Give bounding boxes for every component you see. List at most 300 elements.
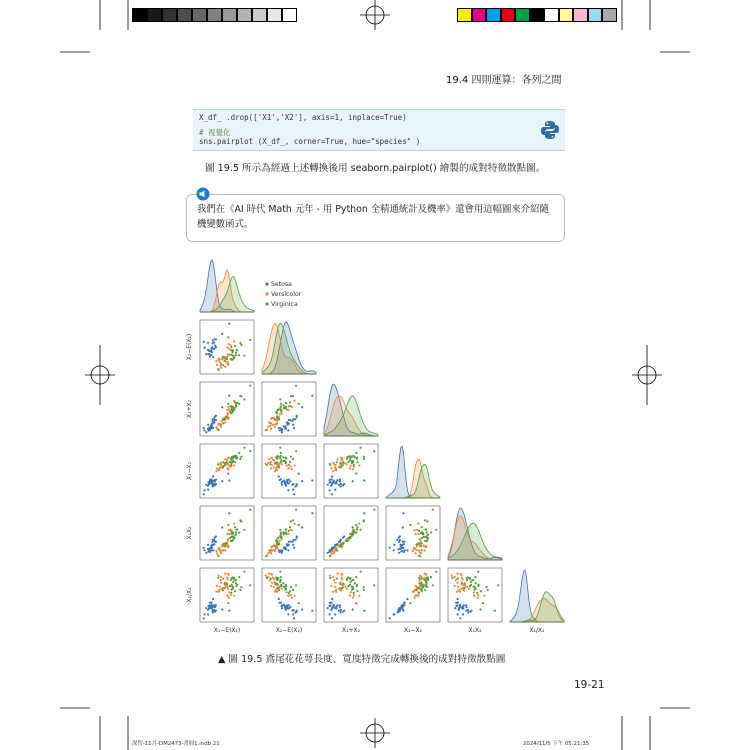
scatter-point — [458, 590, 460, 592]
scatter-point — [466, 577, 468, 579]
scatter-point — [337, 573, 339, 575]
scatter-point — [227, 336, 229, 338]
scatter-point — [288, 544, 290, 546]
scatter-point — [292, 489, 294, 491]
scatter-point — [426, 586, 428, 588]
scatter-point — [414, 529, 416, 531]
scatter-point — [238, 452, 240, 454]
scatter-point — [214, 537, 216, 539]
scatter-point — [355, 524, 357, 526]
scatter-point — [270, 422, 272, 424]
scatter-point — [403, 604, 405, 606]
scatter-point — [354, 582, 356, 584]
scatter-point — [280, 403, 282, 405]
scatter-point — [459, 617, 461, 619]
scatter-point — [399, 539, 401, 541]
scatter-point — [413, 548, 415, 550]
scatter-point — [227, 538, 229, 540]
scatter-point — [294, 400, 296, 402]
scatter-point — [289, 461, 291, 463]
scatter-point — [351, 589, 353, 591]
scatter-point — [234, 345, 236, 347]
scatter-point — [415, 585, 417, 587]
scatter-point — [335, 544, 337, 546]
scatter-point — [274, 545, 276, 547]
scatter-point — [417, 533, 419, 535]
scatter-point — [233, 409, 235, 411]
scatter-point — [363, 610, 365, 612]
code-line-drop: X_df_ .drop(['X1','X2'], axis=1, inplace=True) — [199, 113, 407, 122]
scatter-point — [289, 401, 291, 403]
scatter-point — [280, 585, 282, 587]
scatter-point — [419, 545, 421, 547]
scatter-point — [289, 540, 291, 542]
scatter-point — [286, 465, 288, 467]
scatter-point — [360, 529, 362, 531]
scatter-point — [278, 543, 280, 545]
scatter-point — [352, 608, 354, 610]
scatter-point — [352, 455, 354, 457]
scatter-point — [422, 533, 424, 535]
scatter-point — [278, 466, 280, 468]
scatter-point — [292, 519, 294, 521]
scatter-point — [281, 588, 283, 590]
scatter-point — [222, 589, 224, 591]
scatter-point — [356, 590, 358, 592]
scatter-point — [214, 338, 216, 340]
scatter-point — [294, 595, 296, 597]
scatter-point — [280, 537, 282, 539]
scatter-point — [235, 534, 237, 536]
scatter-point — [341, 587, 343, 589]
scatter-point — [477, 584, 479, 586]
scatter-point — [230, 462, 232, 464]
scatter-point — [227, 602, 229, 604]
scatter-point — [329, 464, 331, 466]
scatter-point — [340, 483, 342, 485]
scatter-point — [355, 576, 357, 578]
scatter-point — [352, 526, 354, 528]
scatter-point — [455, 579, 457, 581]
scatter-point — [230, 464, 232, 466]
scatter-point — [226, 361, 228, 363]
scatter-point — [281, 484, 283, 486]
scatter-point — [209, 479, 211, 481]
scatter-point — [212, 485, 214, 487]
scatter-point — [298, 403, 300, 405]
scatter-point — [480, 590, 482, 592]
scatter-point — [212, 539, 214, 541]
scatter-point — [298, 473, 300, 475]
scatter-point — [421, 526, 423, 528]
scatter-point — [346, 463, 348, 465]
scatter-point — [334, 489, 336, 491]
scatter-point — [278, 418, 280, 420]
scatter-point — [358, 464, 360, 466]
scatter-point — [213, 421, 215, 423]
scatter-point — [341, 578, 343, 580]
scatter-point — [435, 571, 437, 573]
scatter-point — [340, 466, 342, 468]
scatter-point — [228, 323, 230, 325]
scatter-point — [292, 395, 294, 397]
scatter-point — [226, 346, 228, 348]
scatter-point — [356, 584, 358, 586]
scatter-point — [274, 550, 276, 552]
scatter-point — [235, 579, 237, 581]
scatter-point — [393, 613, 395, 615]
scatter-point — [284, 548, 286, 550]
scatter-point — [220, 363, 222, 365]
scatter-point — [291, 597, 293, 599]
scatter-point — [352, 597, 354, 599]
scatter-point — [280, 576, 282, 578]
scatter-point — [227, 588, 229, 590]
scatter-point — [456, 573, 458, 575]
scatter-point — [229, 537, 231, 539]
scatter-point — [218, 574, 220, 576]
scatter-point — [351, 586, 353, 588]
scatter-point — [235, 531, 237, 533]
scatter-point — [207, 544, 209, 546]
scatter-point — [228, 406, 230, 408]
scatter-point — [212, 339, 214, 341]
scatter-point — [285, 532, 287, 534]
scatter-point — [327, 484, 329, 486]
scatter-point — [329, 489, 331, 491]
legend-marker — [265, 292, 268, 295]
legend-marker — [265, 302, 268, 305]
scatter-point — [293, 493, 295, 495]
scatter-point — [330, 552, 332, 554]
scatter-point — [350, 465, 352, 467]
scatter-point — [205, 484, 207, 486]
scatter-point — [230, 592, 232, 594]
scatter-point — [412, 550, 414, 552]
scatter-point — [463, 583, 465, 585]
scatter-point — [213, 341, 215, 343]
scatter-point — [311, 395, 313, 397]
scatter-point — [293, 617, 295, 619]
scatter-point — [220, 549, 222, 551]
scatter-point — [266, 429, 268, 431]
scatter-point — [281, 605, 283, 607]
scatter-point — [355, 473, 357, 475]
scatter-point — [494, 610, 496, 612]
scatter-point — [356, 457, 358, 459]
scatter-point — [338, 484, 340, 486]
scatter-point — [270, 428, 272, 430]
scatter-point — [271, 457, 273, 459]
scatter-point — [233, 523, 235, 525]
scatter-point — [212, 475, 214, 477]
scatter-point — [329, 613, 331, 615]
note-text: 我們在《AI 時代 Math 元年 - 用 Python 全精通統計及機率》還會用這幅圖來介紹隨機變數函式。 — [197, 204, 549, 230]
scatter-point — [288, 464, 290, 466]
scatter-point — [473, 591, 475, 593]
scatter-point — [223, 583, 225, 585]
scatter-point — [228, 465, 230, 467]
scatter-point — [278, 587, 280, 589]
scatter-point — [230, 594, 232, 596]
scatter-point — [223, 587, 225, 589]
scatter-point — [205, 607, 207, 609]
scatter-point — [209, 602, 211, 604]
scatter-point — [292, 589, 294, 591]
scatter-point — [281, 429, 283, 431]
scatter-point — [356, 528, 358, 530]
scatter-point — [328, 605, 330, 607]
scatter-point — [265, 574, 267, 576]
scatter-point — [222, 549, 224, 551]
scatter-point — [336, 549, 338, 551]
scatter-point — [276, 542, 278, 544]
scatter-point — [421, 583, 423, 585]
scatter-point — [463, 589, 465, 591]
scatter-point — [234, 461, 236, 463]
scatter-point — [212, 418, 214, 420]
scatter-point — [280, 406, 282, 408]
scatter-point — [277, 577, 279, 579]
scatter-point — [243, 571, 245, 573]
scatter-point — [232, 581, 234, 583]
scatter-point — [338, 610, 340, 612]
scatter-point — [226, 595, 228, 597]
scatter-point — [228, 591, 230, 593]
scatter-point — [227, 412, 229, 414]
scatter-point — [340, 609, 342, 611]
scatter-point — [226, 533, 228, 535]
scatter-point — [274, 419, 276, 421]
scatter-point — [216, 364, 218, 366]
scatter-point — [228, 457, 230, 459]
scatter-point — [279, 457, 281, 459]
scatter-point — [430, 576, 432, 578]
scatter-point — [296, 537, 298, 539]
scatter-point — [288, 405, 290, 407]
scatter-point — [277, 537, 279, 539]
scatter-point — [231, 586, 233, 588]
scatter-point — [217, 423, 219, 425]
scatter-point — [290, 395, 292, 397]
scatter-point — [285, 407, 287, 409]
scatter-point — [425, 574, 427, 576]
code-line-pairplot: sns.pairplot (X_df_, corner=True, hue="species" ) — [199, 137, 421, 146]
scatter-point — [427, 579, 429, 581]
scatter-point — [473, 586, 475, 588]
scatter-point — [234, 590, 236, 592]
scatter-point — [389, 547, 391, 549]
scatter-point — [274, 470, 276, 472]
scatter-point — [275, 540, 277, 542]
scatter-point — [279, 408, 281, 410]
scatter-point — [278, 589, 280, 591]
scatter-point — [228, 597, 230, 599]
scatter-point — [227, 355, 229, 357]
scatter-point — [340, 543, 342, 545]
scatter-point — [462, 607, 464, 609]
scatter-point — [294, 539, 296, 541]
scatter-point — [209, 551, 211, 553]
scatter-point — [239, 342, 241, 344]
scatter-point — [233, 455, 235, 457]
scatter-point — [240, 395, 242, 397]
scatter-point — [389, 617, 391, 619]
column-label: X₁−X₂ — [403, 627, 423, 634]
scatter-point — [341, 459, 343, 461]
scatter-point — [330, 585, 332, 587]
scatter-point — [228, 512, 230, 514]
scatter-point — [282, 531, 284, 533]
scatter-point — [457, 586, 459, 588]
scatter-point — [224, 421, 226, 423]
scatter-point — [236, 528, 238, 530]
scatter-point — [220, 365, 222, 367]
scatter-point — [339, 480, 341, 482]
scatter-point — [205, 353, 207, 355]
scatter-point — [268, 458, 270, 460]
legend-entry: Virginica — [271, 301, 298, 308]
scatter-point — [360, 571, 362, 573]
scatter-point — [210, 549, 212, 551]
scatter-point — [226, 358, 228, 360]
scatter-point — [334, 469, 336, 471]
scatter-point — [414, 597, 416, 599]
scatter-point — [425, 584, 427, 586]
scatter-point — [399, 607, 401, 609]
scatter-point — [235, 406, 237, 408]
scatter-point — [353, 530, 355, 532]
scatter-point — [214, 606, 216, 608]
scatter-point — [279, 398, 281, 400]
scatter-point — [457, 598, 459, 600]
row-label: X₁−X₂ — [186, 461, 193, 481]
scatter-point — [400, 544, 402, 546]
scatter-point — [291, 541, 293, 543]
scatter-point — [403, 543, 405, 545]
scatter-point — [208, 483, 210, 485]
scatter-point — [290, 405, 292, 407]
scatter-point — [342, 542, 344, 544]
scatter-point — [224, 458, 226, 460]
scatter-point — [286, 604, 288, 606]
scatter-point — [417, 595, 419, 597]
scatter-point — [472, 579, 474, 581]
scatter-point — [344, 586, 346, 588]
scatter-point — [427, 577, 429, 579]
scatter-point — [203, 493, 205, 495]
scatter-point — [327, 552, 329, 554]
scatter-point — [418, 577, 420, 579]
figure-intro-text: 圖 19.5 所示為經過上述轉換後用 seaborn.pairplot() 繪製的成對特徵散點圖。 — [205, 163, 546, 174]
scatter-point — [230, 349, 232, 351]
scatter-point — [270, 461, 272, 463]
scatter-point — [420, 589, 422, 591]
scatter-point — [279, 540, 281, 542]
scatter-point — [274, 591, 276, 593]
scatter-point — [203, 427, 205, 429]
scatter-point — [217, 590, 219, 592]
scatter-point — [363, 520, 365, 522]
scatter-point — [470, 581, 472, 583]
row-label: X₁X₂ — [186, 526, 193, 540]
scatter-point — [294, 464, 296, 466]
scatter-point — [229, 354, 231, 356]
scatter-point — [211, 422, 213, 424]
scatter-point — [234, 526, 236, 528]
column-label: X₁−E(X₁) — [213, 627, 241, 634]
scatter-point — [226, 542, 228, 544]
scatter-point — [347, 585, 349, 587]
scatter-point — [273, 466, 275, 468]
scatter-point — [457, 613, 459, 615]
scatter-point — [456, 591, 458, 593]
scatter-point — [465, 606, 467, 608]
scatter-point — [339, 604, 341, 606]
scatter-point — [393, 549, 395, 551]
scatter-point — [373, 509, 375, 511]
scatter-point — [229, 585, 231, 587]
scatter-point — [483, 595, 485, 597]
scatter-point — [288, 592, 290, 594]
scatter-point — [477, 597, 479, 599]
scatter-point — [223, 545, 225, 547]
scatter-point — [276, 461, 278, 463]
scatter-point — [222, 543, 224, 545]
scatter-point — [427, 537, 429, 539]
scatter-point — [479, 608, 481, 610]
scatter-point — [228, 545, 230, 547]
scatter-point — [339, 545, 341, 547]
scatter-point — [219, 361, 221, 363]
scatter-point — [455, 605, 457, 607]
scatter-point — [285, 528, 287, 530]
scatter-point — [217, 429, 219, 431]
scatter-point — [418, 549, 420, 551]
scatter-point — [228, 479, 230, 481]
figure-caption: ▲ 圖 19.5 鳶尾花花萼長度、寬度特徵完成轉換後的成對特徵散點圖 — [218, 654, 506, 665]
scatter-point — [341, 574, 343, 576]
scatter-point — [335, 482, 337, 484]
scatter-point — [214, 345, 216, 347]
scatter-point — [214, 416, 216, 418]
scatter-point — [419, 538, 421, 540]
scatter-point — [292, 418, 294, 420]
scatter-point — [340, 611, 342, 613]
scatter-point — [351, 533, 353, 535]
scatter-point — [469, 585, 471, 587]
scatter-point — [224, 366, 226, 368]
page-number: 19-21 — [574, 679, 605, 691]
scatter-point — [294, 611, 296, 613]
scatter-point — [342, 461, 344, 463]
legend-marker — [265, 282, 268, 285]
scatter-point — [402, 526, 404, 528]
scatter-point — [238, 576, 240, 578]
scatter-point — [399, 548, 401, 550]
scatter-point — [430, 532, 432, 534]
scatter-point — [301, 406, 303, 408]
scatter-point — [249, 450, 251, 452]
scatter-point — [349, 455, 351, 457]
scatter-point — [220, 582, 222, 584]
scatter-point — [279, 551, 281, 553]
scatter-point — [217, 469, 219, 471]
scatter-point — [294, 523, 296, 525]
scatter-point — [373, 450, 375, 452]
scatter-point — [334, 590, 336, 592]
scatter-point — [266, 464, 268, 466]
